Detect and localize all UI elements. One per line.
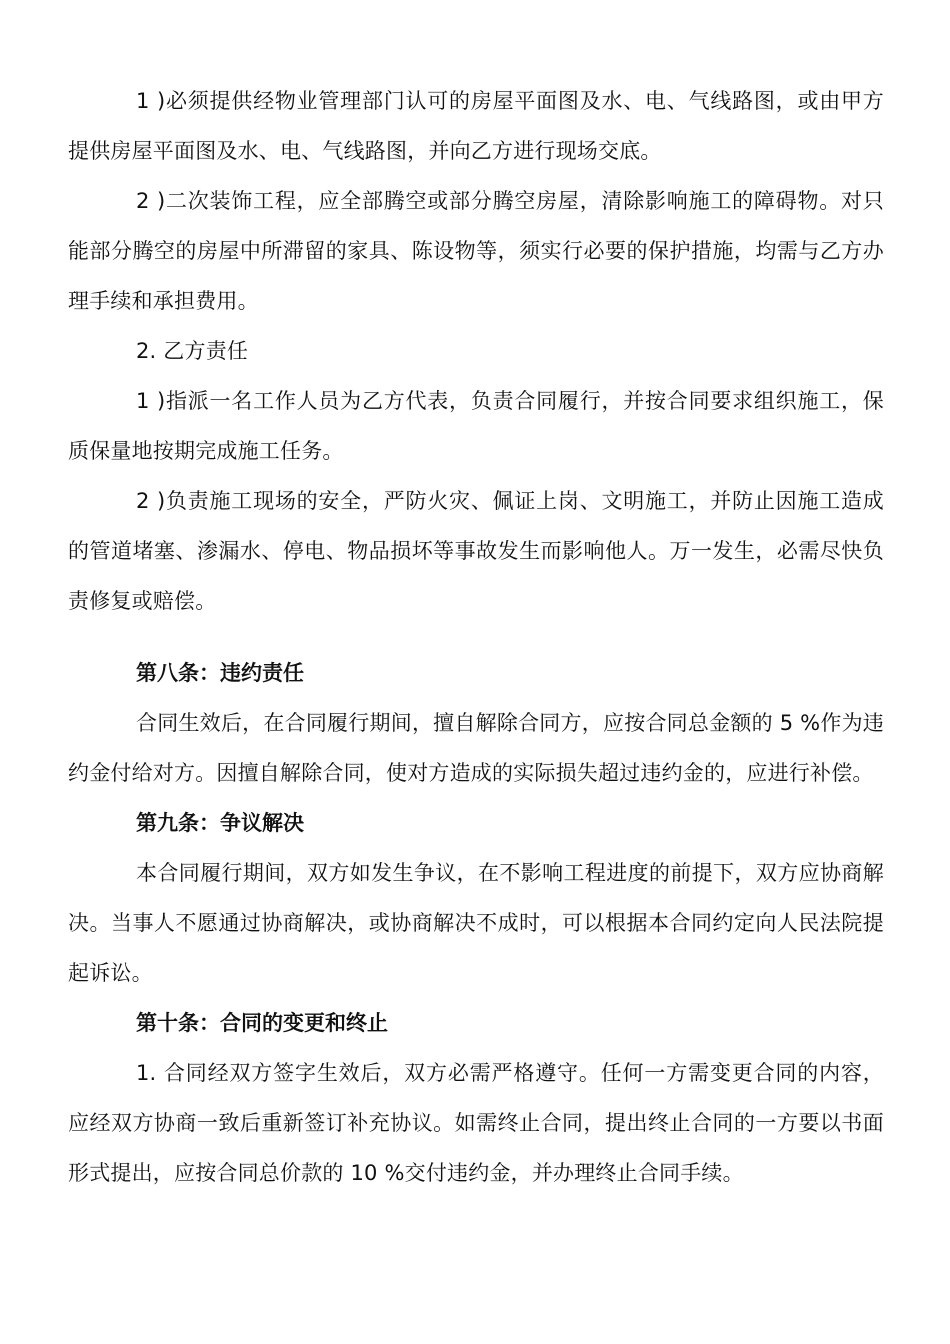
clause-a1: 1 )必须提供经物业管理部门认可的房屋平面图及水、电、气线路图，或由甲方提供房屋平面图及水、电、气线路图，并向乙方进行现场交底。	[68, 89, 884, 163]
article-8-heading: 第八条：违约责任	[136, 661, 304, 685]
clause-a2: 2 )二次装饰工程，应全部腾空或部分腾空房屋，清除影响施工的障碍物。对只能部分腾空的房屋中所滞留的家具、陈设物等，须实行必要的保护措施，均需与乙方办理手续和承担费用。	[68, 189, 884, 313]
clause-b1: 1 )指派一名工作人员为乙方代表，负责合同履行，并按合同要求组织施工，保质保量地按期完成施工任务。	[68, 389, 884, 463]
spacer	[68, 626, 884, 648]
article-10-heading: 第十条：合同的变更和终止	[136, 1011, 388, 1035]
article-10-body: 1. 合同经双方签字生效后，双方必需严格遵守。任何一方需变更合同的内容，应经双方协商一致后重新签订补充协议。如需终止合同，提出终止合同的一方要以书面形式提出，应按合同总价款的 10 %交付违约金，并办理终止合同手续。	[68, 1061, 884, 1185]
article-9-body: 本合同履行期间，双方如发生争议，在不影响工程进度的前提下，双方应协商解决。当事人不愿通过协商解决，或协商解决不成时，可以根据本合同约定向人民法院提起诉讼。	[68, 861, 884, 985]
clause-b2: 2 )负责施工现场的安全，严防火灾、佩证上岗、文明施工，并防止因施工造成的管道堵塞、渗漏水、停电、物品损坏等事故发生而影响他人。万一发生，必需尽快负责修复或赔偿。	[68, 489, 884, 613]
article-8-body: 合同生效后，在合同履行期间，擅自解除合同方，应按合同总金额的 5 %作为违约金付给对方。因擅自解除合同，使对方造成的实际损失超过违约金的，应进行补偿。	[68, 711, 884, 785]
article-9-heading: 第九条：争议解决	[136, 811, 304, 835]
section-party-b-duties: 2. 乙方责任	[136, 339, 249, 363]
document-body	[68, 76, 884, 1198]
